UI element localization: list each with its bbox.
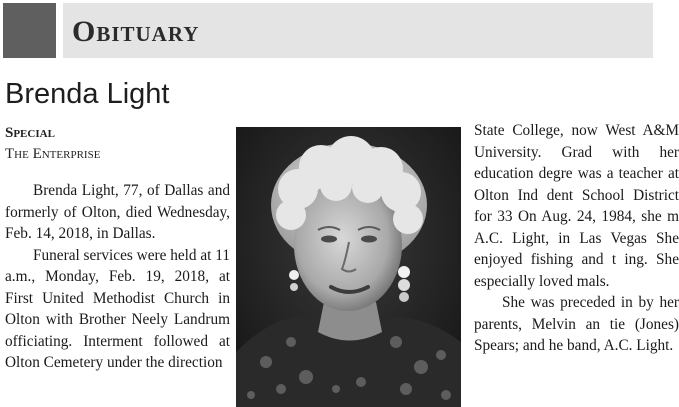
byline-source: Special (5, 125, 55, 141)
paragraph: She was preceded in by her parents, Melvin an tie (Jones) Spears; and he band, A.C. Light. (474, 294, 679, 354)
section-title: Obituary (72, 15, 200, 48)
portrait-image (236, 127, 461, 407)
article-headline: Brenda Light (5, 78, 170, 110)
article-column-right (474, 120, 679, 357)
byline-paper: The Enterprise (5, 146, 101, 162)
section-marker (3, 3, 56, 58)
paragraph: Funeral services were held at 11 a.m., Monday, Feb. 19, 2018, at First United Methodist Church in Olton with Brother Neely Landrum officiating. Interment followed at Olton Cemetery under the direction (5, 246, 230, 371)
article-column-left (5, 180, 230, 374)
paragraph: State College, now West A&M University. Grad with her education degre was a teacher at Olton Ind dent School District for 33 On Aug. 24, 1984, she m A.C. Light, in Las Vegas She enjoyed fishing and t ing. She especially loved mals. (474, 122, 679, 290)
paragraph: Brenda Light, 77, of Dallas and formerly of Olton, died Wednesday, Feb. 14, 2018, in Dallas. (5, 182, 230, 242)
portrait-photo (236, 127, 461, 407)
